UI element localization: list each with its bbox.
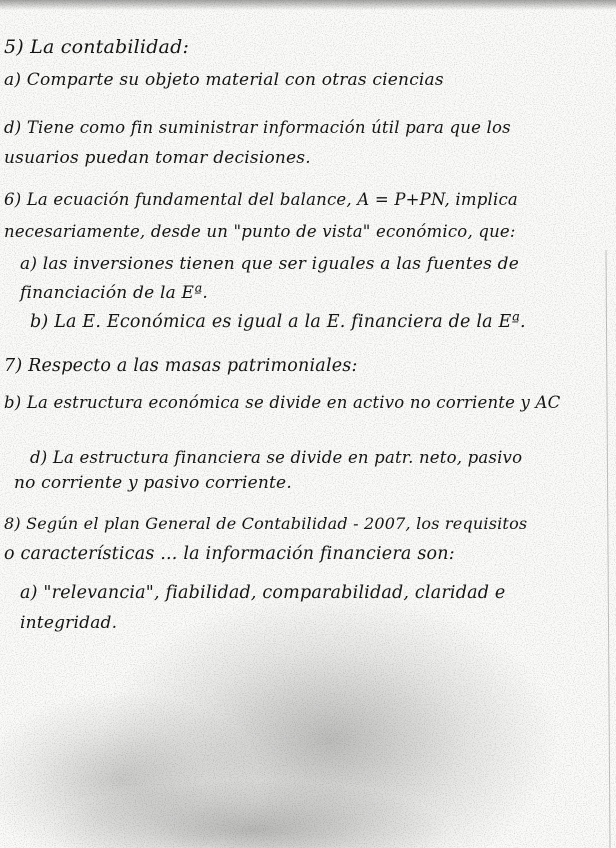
q5-option-a: a) Comparte su objeto material con otras ciencias	[4, 70, 444, 90]
q6-heading-line1: 6) La ecuación fundamental del balance, A = P+PN, implica	[4, 190, 518, 209]
q7-heading: 7) Respecto a las masas patrimoniales:	[4, 356, 358, 376]
q8-option-a-line1: a) "relevancia", fiabilidad, comparabilidad, claridad e	[20, 583, 506, 603]
q6-option-b: b) La E. Económica es igual a la E. financiera de la Eª.	[30, 312, 526, 332]
q6-option-a-line2: financiación de la Eª.	[20, 283, 209, 303]
q7-option-d-line2: no corriente y pasivo corriente.	[14, 473, 292, 493]
q7-option-d-line1: d) La estructura financiera se divide en patr. neto, pasivo	[30, 448, 523, 467]
q6-heading-line2: necesariamente, desde un "punto de vista" económico, que:	[4, 222, 516, 241]
q6-option-a-line1: a) las inversiones tienen que ser iguales a las fuentes de	[20, 254, 519, 274]
q8-heading-line1: 8) Según el plan General de Contabilidad - 2007, los requisitos	[4, 514, 528, 533]
q8-option-a-line2: integridad.	[20, 613, 118, 633]
q5-heading: 5) La contabilidad:	[4, 36, 190, 58]
q8-heading-line2: o características ... la información financiera son:	[4, 544, 455, 564]
q5-option-d-line1: d) Tiene como fin suministrar información útil para que los	[4, 118, 511, 137]
q5-option-d-line2: usuarios puedan tomar decisiones.	[4, 148, 311, 168]
q7-option-b: b) La estructura económica se divide en activo no corriente y AC	[4, 393, 561, 412]
